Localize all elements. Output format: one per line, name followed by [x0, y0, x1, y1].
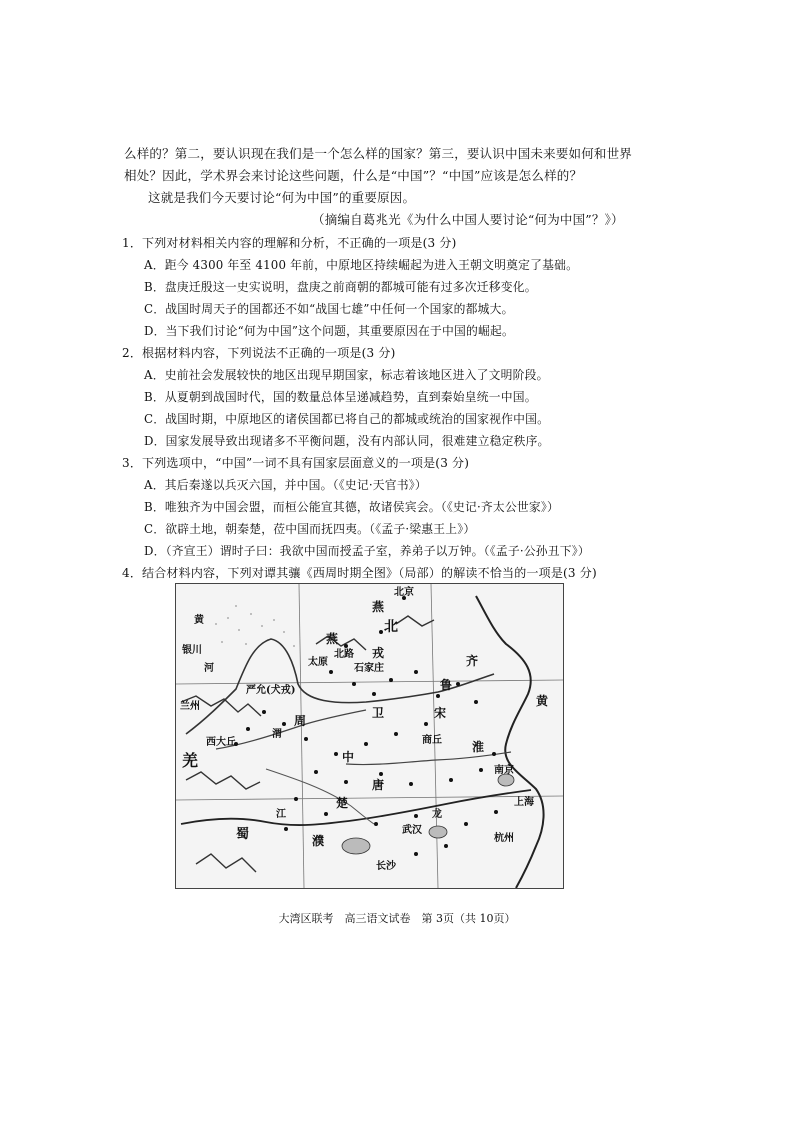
map-label-taiyuan: 太原 [308, 657, 328, 668]
map-label-xianyun: 严允(犬戎) [246, 685, 296, 696]
question-2-option-b: B．从夏朝到战国时代，国的数量总体呈递减趋势，直到秦始皇统一中国。 [144, 390, 537, 404]
question-3-option-c: C．欲辟土地，朝秦楚，莅中国而抚四夷。（《孟子·梁惠王上》） [144, 522, 476, 536]
map-label-shu: 蜀 [236, 827, 250, 842]
map-label-he: 河 [204, 663, 214, 674]
question-1-option-a: A．距今 4300 年至 4100 年前，中原地区持续崛起为进入王朝文明奠定了基础。 [144, 258, 579, 272]
map-label-chu: 楚 [336, 796, 349, 810]
map-label-beilu: 北路 [334, 649, 354, 660]
map-label-jiang: 江 [276, 809, 286, 820]
question-2-stem: 2．根据材料内容，下列说法不正确的一项是(3 分) [122, 346, 396, 360]
western-zhou-map [175, 583, 564, 889]
map-label-huai: 淮 [472, 740, 485, 754]
map-label-rong: 戎 [372, 646, 385, 660]
map-label-bei: 北 [384, 619, 398, 635]
map-label-wuhan: 武汉 [402, 825, 422, 836]
map-label-huang-sea: 黄 [536, 694, 549, 708]
map-label-pu: 濮 [312, 834, 325, 848]
question-2-option-c: C．战国时期，中原地区的诸侯国都已将自己的都城或统治的国家视作中国。 [144, 412, 550, 426]
question-1-option-b: B．盘庚迁殷这一史实说明，盘庚之前商朝的都城可能有过多次迁移变化。 [144, 280, 537, 294]
map-label-yan-2: 燕 [326, 632, 339, 646]
map-label-shijiazhuang: 石家庄 [354, 663, 384, 674]
map-label-qi: 齐 [466, 654, 479, 668]
map-label-shangqiu: 商丘 [422, 735, 442, 746]
map-label-qiang: 羌 [182, 751, 199, 770]
map-label-yan: 燕 [372, 600, 385, 614]
question-1-stem: 1．下列对材料相关内容的理解和分析，不正确的一项是(3 分) [122, 236, 457, 250]
map-label-changsha: 长沙 [376, 861, 396, 872]
map-label-hangzhou: 杭州 [494, 833, 514, 844]
map-label-lu: 鲁 [440, 678, 453, 692]
question-4-stem: 4．结合材料内容，下列对谭其骧《西周时期全图》（局部）的解读不恰当的一项是(3 分) [122, 566, 597, 580]
map-label-wei-2: 卫 [372, 706, 385, 720]
map-label-xidaqiu: 西大丘 [206, 737, 236, 748]
passage-line-2: 相处？因此，学术界会来讨论这些问题，什么是“中国”？“中国”应该是怎么样的？ [124, 168, 583, 183]
question-2-option-d: D．国家发展导致出现诸多不平衡问题，没有内部认同，很难建立稳定秩序。 [144, 434, 550, 448]
passage-line-1: 么样的？第二，要认识现在我们是一个怎么样的国家？第三，要认识中国未来要如何和世界 [124, 146, 633, 161]
passage-line-3: 这就是我们今天要讨论“何为中国”的重要原因。 [148, 190, 416, 205]
map-label-wei: 渭 [272, 729, 282, 740]
map-label-song: 宋 [434, 706, 447, 720]
question-3-option-b: B．唯独齐为中国会盟，而桓公能宣其德，故诸侯宾会。（《史记·齐太公世家》） [144, 500, 560, 514]
question-1-option-d: D．当下我们讨论“何为中国”这个问题，其重要原因在于中国的崛起。 [144, 324, 515, 338]
map-label-tang: 唐 [372, 778, 385, 792]
question-3-option-d: D．（齐宣王）谓时子曰：我欲中国而授孟子室，养弟子以万钟。（《孟子·公孙丑下》） [144, 544, 590, 558]
page-footer: 大湾区联考 高三语文试卷 第 3页（共 10页） [278, 912, 516, 925]
map-label-shanghai: 上海 [514, 797, 534, 808]
map-label-yinchuan: 银川 [182, 645, 202, 656]
question-1-option-c: C．战国时周天子的国都还不如“战国七雄”中任何一个国家的都城大。 [144, 302, 514, 316]
map-label-long: 龙 [432, 809, 442, 820]
map-label-beijing: 北京 [394, 587, 414, 598]
map-label-zhong: 中 [342, 750, 355, 764]
question-3-option-a: A．其后秦遂以兵灭六国，并中国。（《史记·天官书》） [144, 478, 427, 492]
map-label-nanjing: 南京 [494, 765, 514, 776]
question-3-stem: 3．下列选项中，“中国”一词不具有国家层面意义的一项是(3 分) [122, 456, 470, 470]
map-label-lanzhou: 兰州 [180, 701, 200, 712]
map-label-huang: 黄 [194, 615, 204, 626]
passage-source: （摘编自葛兆光《为什么中国人要讨论“何为中国”？》） [312, 212, 624, 227]
question-2-option-a: A．史前社会发展较快的地区出现早期国家，标志着该地区进入了文明阶段。 [144, 368, 549, 382]
map-label-zhou: 周 [294, 714, 307, 728]
